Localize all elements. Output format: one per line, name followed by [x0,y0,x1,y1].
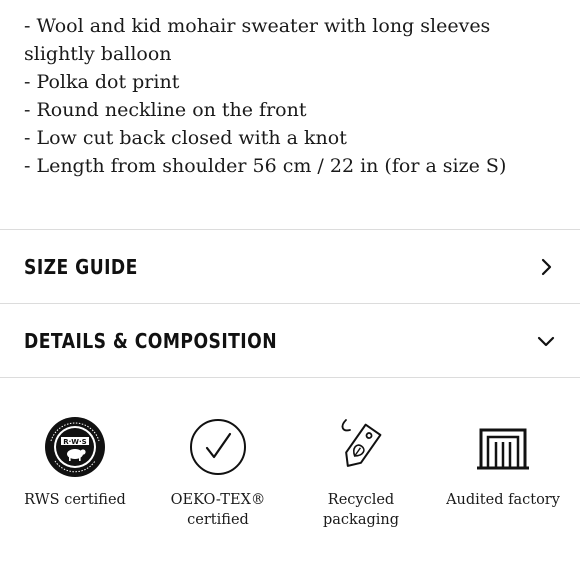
tag-leaf-icon [286,410,436,484]
description-line: - Low cut back closed with a knot [24,127,347,149]
badge-label-line: packaging [322,512,400,528]
badge-label-line: RWS certified [24,492,126,508]
rws-logo-icon [0,410,150,484]
badge-rws [0,410,150,510]
size-guide-label: SIZE GUIDE [24,255,138,279]
badge-label-line: Recycled [327,492,395,508]
factory-icon [428,410,578,484]
divider [0,377,580,378]
badge-label [143,490,293,530]
badge-audited-factory [428,410,578,510]
description-line: - Round neckline on the front [24,99,307,121]
description-line: - Polka dot print [24,71,180,93]
badge-label [286,490,436,530]
badge-label-line: OEKO-TEX® [170,492,266,508]
badge-recycled-packaging [286,410,436,530]
chevron-down-icon [536,331,556,351]
details-composition-label: DETAILS & COMPOSITION [24,329,278,353]
svg-text:R·W·S: R·W·S [63,438,87,446]
product-description [24,12,564,180]
badge-oeko-tex [143,410,293,530]
description-line: - Length from shoulder 56 cm / 22 in (for a size S) [24,155,507,177]
description-line: - Wool and kid mohair sweater with long sleeves slightly balloon [24,15,491,65]
details-composition-accordion[interactable] [0,304,580,378]
badge-label [0,490,150,510]
size-guide-accordion[interactable] [0,230,580,304]
badge-label [428,490,578,510]
certification-badges [0,410,580,550]
badge-label-line: Audited factory [446,492,560,508]
chevron-right-icon [536,257,556,277]
badge-label-line: certified [187,512,249,528]
checkmark-circle-icon [143,410,293,484]
